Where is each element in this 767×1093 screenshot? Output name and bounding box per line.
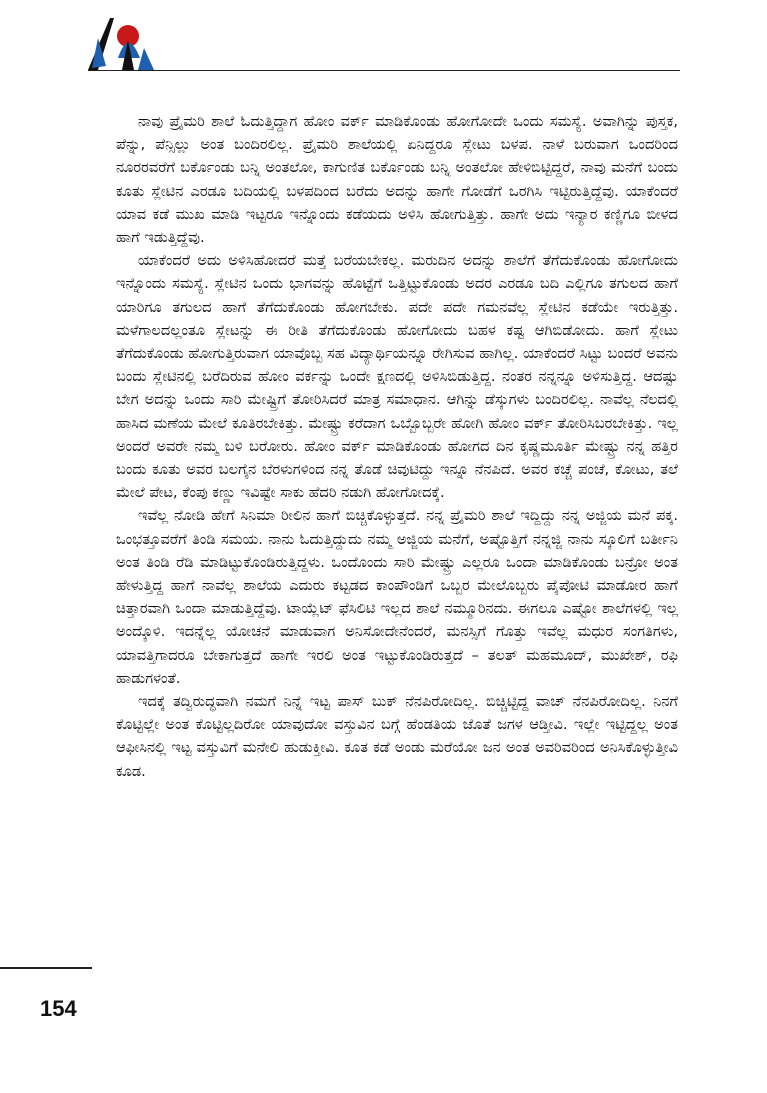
- paragraph: ಇವೆಲ್ಲ ನೋಡಿ ಹೇಗೆ ಸಿನಿಮಾ ರೀಲಿನ ಹಾಗೆ ಬಿಚ್ಚಿಕೊಳ್ಳುತ್ತದೆ. ನನ್ನ ಪ್ರೈಮರಿ ಶಾಲೆ ಇದ್ದಿದ್ದು ನನ್ನ ಅಜ್ಜಿಯ ಮನೆ ಪಕ್ಕ. ಒಂಭತ್ತೂವರೆಗೆ ತಿಂಡಿ ಸಮಯ. ನಾನು ಓದುತ್ತಿದ್ದುದು ನಮ್ಮ ಅಜ್ಜಿಯ ಮನೆಗೆ, ಅಷ್ಟೊತ್ತಿಗೆ ನನ್ನಜ್ಜಿ ನಾನು ಸ್ಕೂಲಿಗೆ ಬರ್ತೀನಿ ಅಂತ ತಿಂಡಿ ರೆಡಿ ಮಾಡಿಟ್ಟುಕೊಂಡಿರುತ್ತಿದ್ದಳು. ಒಂದೊಂದು ಸಾರಿ ಮೇಷ್ಟ್ರು ಎಲ್ಲರೂ ಒಂದಾ ಮಾಡಿಕೊಂಡು ಬನ್ರೋ ಅಂತ ಹೇಳುತ್ತಿದ್ದ ಹಾಗೆ ನಾವೆಲ್ಲ ಶಾಲೆಯ ಎದುರು ಕಟ್ಟಡದ ಕಾಂಪೌಂಡಿಗೆ ಒಬ್ಬರ ಮೇಲೊಬ್ಬರು ಪೈಪೋಟಿ ಮಾಡೋರ ಹಾಗೆ ಚಿತ್ತಾರವಾಗಿ ಒಂದಾ ಮಾಡುತ್ತಿದ್ದೆವು. ಟಾಯ್ಲೆಟ್ ಫೆಸಿಲಿಟಿ ಇಲ್ಲದ ಶಾಲೆ ನಮ್ಮೂರಿನದು. ಈಗಲೂ ಎಷ್ಟೋ ಶಾಲೆಗಳಲ್ಲಿ ಇಲ್ಲ ಅಂದ್ಕೊಳಿ. ಇದನ್ನೆಲ್ಲ ಯೋಚನೆ ಮಾಡುವಾಗ ಅನಿಸೋದೇನೆಂದರೆ, ಮನಸ್ಸಿಗೆ ಗೊತ್ತು ಇವೆಲ್ಲ ಮಧುರ ಸಂಗತಿಗಳು, ಯಾವತ್ತಿಗಾದರೂ ಬೇಕಾಗುತ್ತದೆ ಹಾಗೇ ಇರಲಿ ಅಂತ ಇಟ್ಟುಕೊಂಡಿರುತ್ತದೆ – ತಲತ್ ಮಹಮೂದ್, ಮುಖೇಶ್, ರಫಿ ಹಾಡುಗಳಂತೆ.: [116, 507, 678, 687]
- paragraph: ಇದಕ್ಕೆ ತದ್ವಿರುದ್ಧವಾಗಿ ನಮಗೆ ನಿನ್ನೆ ಇಟ್ಟ ಪಾಸ್ ಬುಕ್ ನೆನಪಿರೋದಿಲ್ಲ. ಬಿಚ್ಚಿಟ್ಟಿದ್ದ ವಾಚ್ ನೆನಪಿರೋದಿಲ್ಲ. ನಿನಗೆ ಕೊಟ್ಟಿಲ್ಲೇ ಅಂತ ಕೊಟ್ಟಿಲ್ಲದಿರೋ ಯಾವುದೋ ವಸ್ತುವಿನ ಬಗ್ಗೆ ಹೆಂಡತಿಯ ಜೊತೆ ಜಗಳ ಆಡ್ತೀವಿ. ಇಲ್ಲೇ ಇಟ್ಟಿದ್ದಲ್ಲ ಅಂತ ಆಫೀಸಿನಲ್ಲಿ ಇಟ್ಟ ವಸ್ತುವಿಗೆ ಮನೇಲಿ ಹುಡುಕ್ತೀವಿ. ಕೂತ ಕಡೆ ಅಂಡು ಮರೆಯೋ ಜನ ಅಂತ ಅವರಿವರಿಂದ ಅನಿಸಿಕೊಳ್ಳುತ್ತೀವಿ ಕೂಡ.: [116, 693, 678, 780]
- paragraph: ಯಾಕೆಂದರೆ ಅದು ಅಳಿಸಿಹೋದರೆ ಮತ್ತೆ ಬರೆಯಬೇಕಲ್ಲ. ಮರುದಿನ ಅದನ್ನು ಶಾಲೆಗೆ ತೆಗೆದುಕೊಂಡು ಹೋಗೋದು ಇನ್ನೊಂದು ಸಮಸ್ಯೆ. ಸ್ಲೇಟಿನ ಒಂದು ಭಾಗವನ್ನು ಹೊಟ್ಟೆಗೆ ಒತ್ತಿಟ್ಟುಕೊಂಡು ಅದರ ಎರಡೂ ಬದಿ ಎಲ್ಲಿಗೂ ತಗುಲದ ಹಾಗೆ ಯಾರಿಗೂ ತಗುಲದ ಹಾಗೆ ತೆಗೆದುಕೊಂಡು ಹೋಗಬೇಕು. ಪದೇ ಪದೇ ಗಮನವೆಲ್ಲ ಸ್ಲೇಟಿನ ಕಡೆಯೇ ಇರುತ್ತಿತ್ತು. ಮಳೆಗಾಲದಲ್ಲಂತೂ ಸ್ಲೇಟನ್ನು ಈ ರೀತಿ ತೆಗೆದುಕೊಂಡು ಹೋಗೋದು ಬಹಳ ಕಷ್ಟ ಆಗಿಬಿಡೋದು. ಹಾಗೆ ಸ್ಲೇಟು ತೆಗೆದುಕೊಂಡು ಹೋಗುತ್ತಿರುವಾಗ ಯಾವೊಬ್ಬ ಸಹ ವಿದ್ಯಾರ್ಥಿಯನ್ನೂ ರೇಗಿಸುವ ಹಾಗಿಲ್ಲ. ಯಾಕೆಂದರೆ ಸಿಟ್ಟು ಬಂದರೆ ಅವನು ಬಂದು ಸ್ಲೇಟಿನಲ್ಲಿ ಬರೆದಿರುವ ಹೋಂ ವರ್ಕನ್ನು ಒಂದೇ ಕ್ಷಣದಲ್ಲಿ ಅಳಿಸಿಬಿಡುತ್ತಿದ್ದ. ನಂತರ ನನ್ನನ್ನೂ ಅಳಿಸುತ್ತಿದ್ದ. ಆದಷ್ಟು ಬೇಗ ಅದನ್ನು ಒಂದು ಸಾರಿ ಮೇಷ್ಟ್ರಿಗೆ ತೋರಿಸಿದರೆ ಮಾತ್ರ ಸಮಾಧಾನ. ಆಗಿನ್ನು ಡೆಸ್ಕುಗಳು ಬಂದಿರಲಿಲ್ಲ. ನಾವೆಲ್ಲ ನೆಲದಲ್ಲಿ ಹಾಸಿದ ಮಣೆಯ ಮೇಲೆ ಕೂತಿರಬೇಕಿತ್ತು. ಮೇಷ್ಟ್ರು ಕರೆದಾಗ ಒಬ್ಬೊಬ್ಬರೇ ಹೋಗಿ ಹೋಂ ವರ್ಕ್ ತೋರಿಸಿಬರಬೇಕಿತ್ತು. ಇಲ್ಲ ಅಂದರೆ ಅವರೇ ನಮ್ಮ ಬಳಿ ಬರೋರು. ಹೋಂ ವರ್ಕ್ ಮಾಡಿಕೊಂಡು ಹೋಗದ ದಿನ ಕೃಷ್ಣಮೂರ್ತಿ ಮೇಷ್ಟ್ರು ನನ್ನ ಹತ್ತಿರ ಬಂದು ಕೂತು ಅವರ ಬಲಗೈನ ಬೆರಳುಗಳಿಂದ ನನ್ನ ತೊಡೆ ಚಿವುಟಿದ್ದು ಇನ್ನೂ ನೆನಪಿದೆ. ಅವರ ಕಚ್ಚೆ ಪಂಚೆ, ಕೋಟು, ತಲೆ ಮೇಲೆ ಪೇಟ, ಕೆಂಪು ಕಣ್ಣು ಇವಿಷ್ಟೇ ಸಾಕು ಹೆದರಿ ನಡುಗಿ ಹೋಗೋದಕ್ಕೆ.: [116, 252, 678, 502]
- header-rule: [88, 70, 680, 71]
- publisher-logo-icon: [88, 18, 156, 70]
- paragraph: ನಾವು ಪ್ರೈಮರಿ ಶಾಲೆ ಓದುತ್ತಿದ್ದಾಗ ಹೋಂ ವರ್ಕ್ ಮಾಡಿಕೊಂಡು ಹೋಗೋದೇ ಒಂದು ಸಮಸ್ಯೆ. ಅವಾಗಿನ್ನು ಪುಸ್ತಕ, ಪೆನ್ನು, ಪೆನ್ಸಿಲ್ಲು ಅಂತ ಬಂದಿರಲಿಲ್ಲ. ಪ್ರೈಮರಿ ಶಾಲೆಯಲ್ಲಿ ಏನಿದ್ದರೂ ಸ್ಲೇಟು ಬಳಪ. ನಾಳೆ ಬರುವಾಗ ಒಂದರಿಂದ ನೂರರವರೆಗೆ ಬರ್ಕೊಂಡು ಬನ್ನಿ ಅಂತಲೋ, ಕಾಗುಣಿತ ಬರ್ಕೊಂಡು ಬನ್ನಿ ಅಂತಲೋ ಹೇಳಿಬಿಟ್ಟಿದ್ದರೆ, ನಾವು ಮನೆಗೆ ಬಂದು ಕೂತು ಸ್ಲೇಟಿನ ಎರಡೂ ಬದಿಯಲ್ಲಿ ಬಳಪದಿಂದ ಬರೆದು ಅದನ್ನು ಹಾಗೇ ಗೋಡೆಗೆ ಒರಗಿಸಿ ಇಟ್ಟಿರುತ್ತಿದ್ದೆವು. ಯಾಕೆಂದರೆ ಯಾವ ಕಡೆ ಮುಖ ಮಾಡಿ ಇಟ್ಟರೂ ಇನ್ನೊಂದು ಕಡೆಯದು ಅಳಿಸಿ ಹೋಗುತ್ತಿತ್ತು. ಹಾಗೇ ಅದು ಇನ್ಯಾರ ಕಣ್ಣಿಗೂ ಬೀಳದ ಹಾಗೆ ಇಡುತ್ತಿದ್ದೆವು.: [116, 113, 678, 247]
- body-text: [116, 110, 678, 783]
- page-number: 154: [40, 996, 77, 1021]
- footer-rule: [0, 967, 92, 969]
